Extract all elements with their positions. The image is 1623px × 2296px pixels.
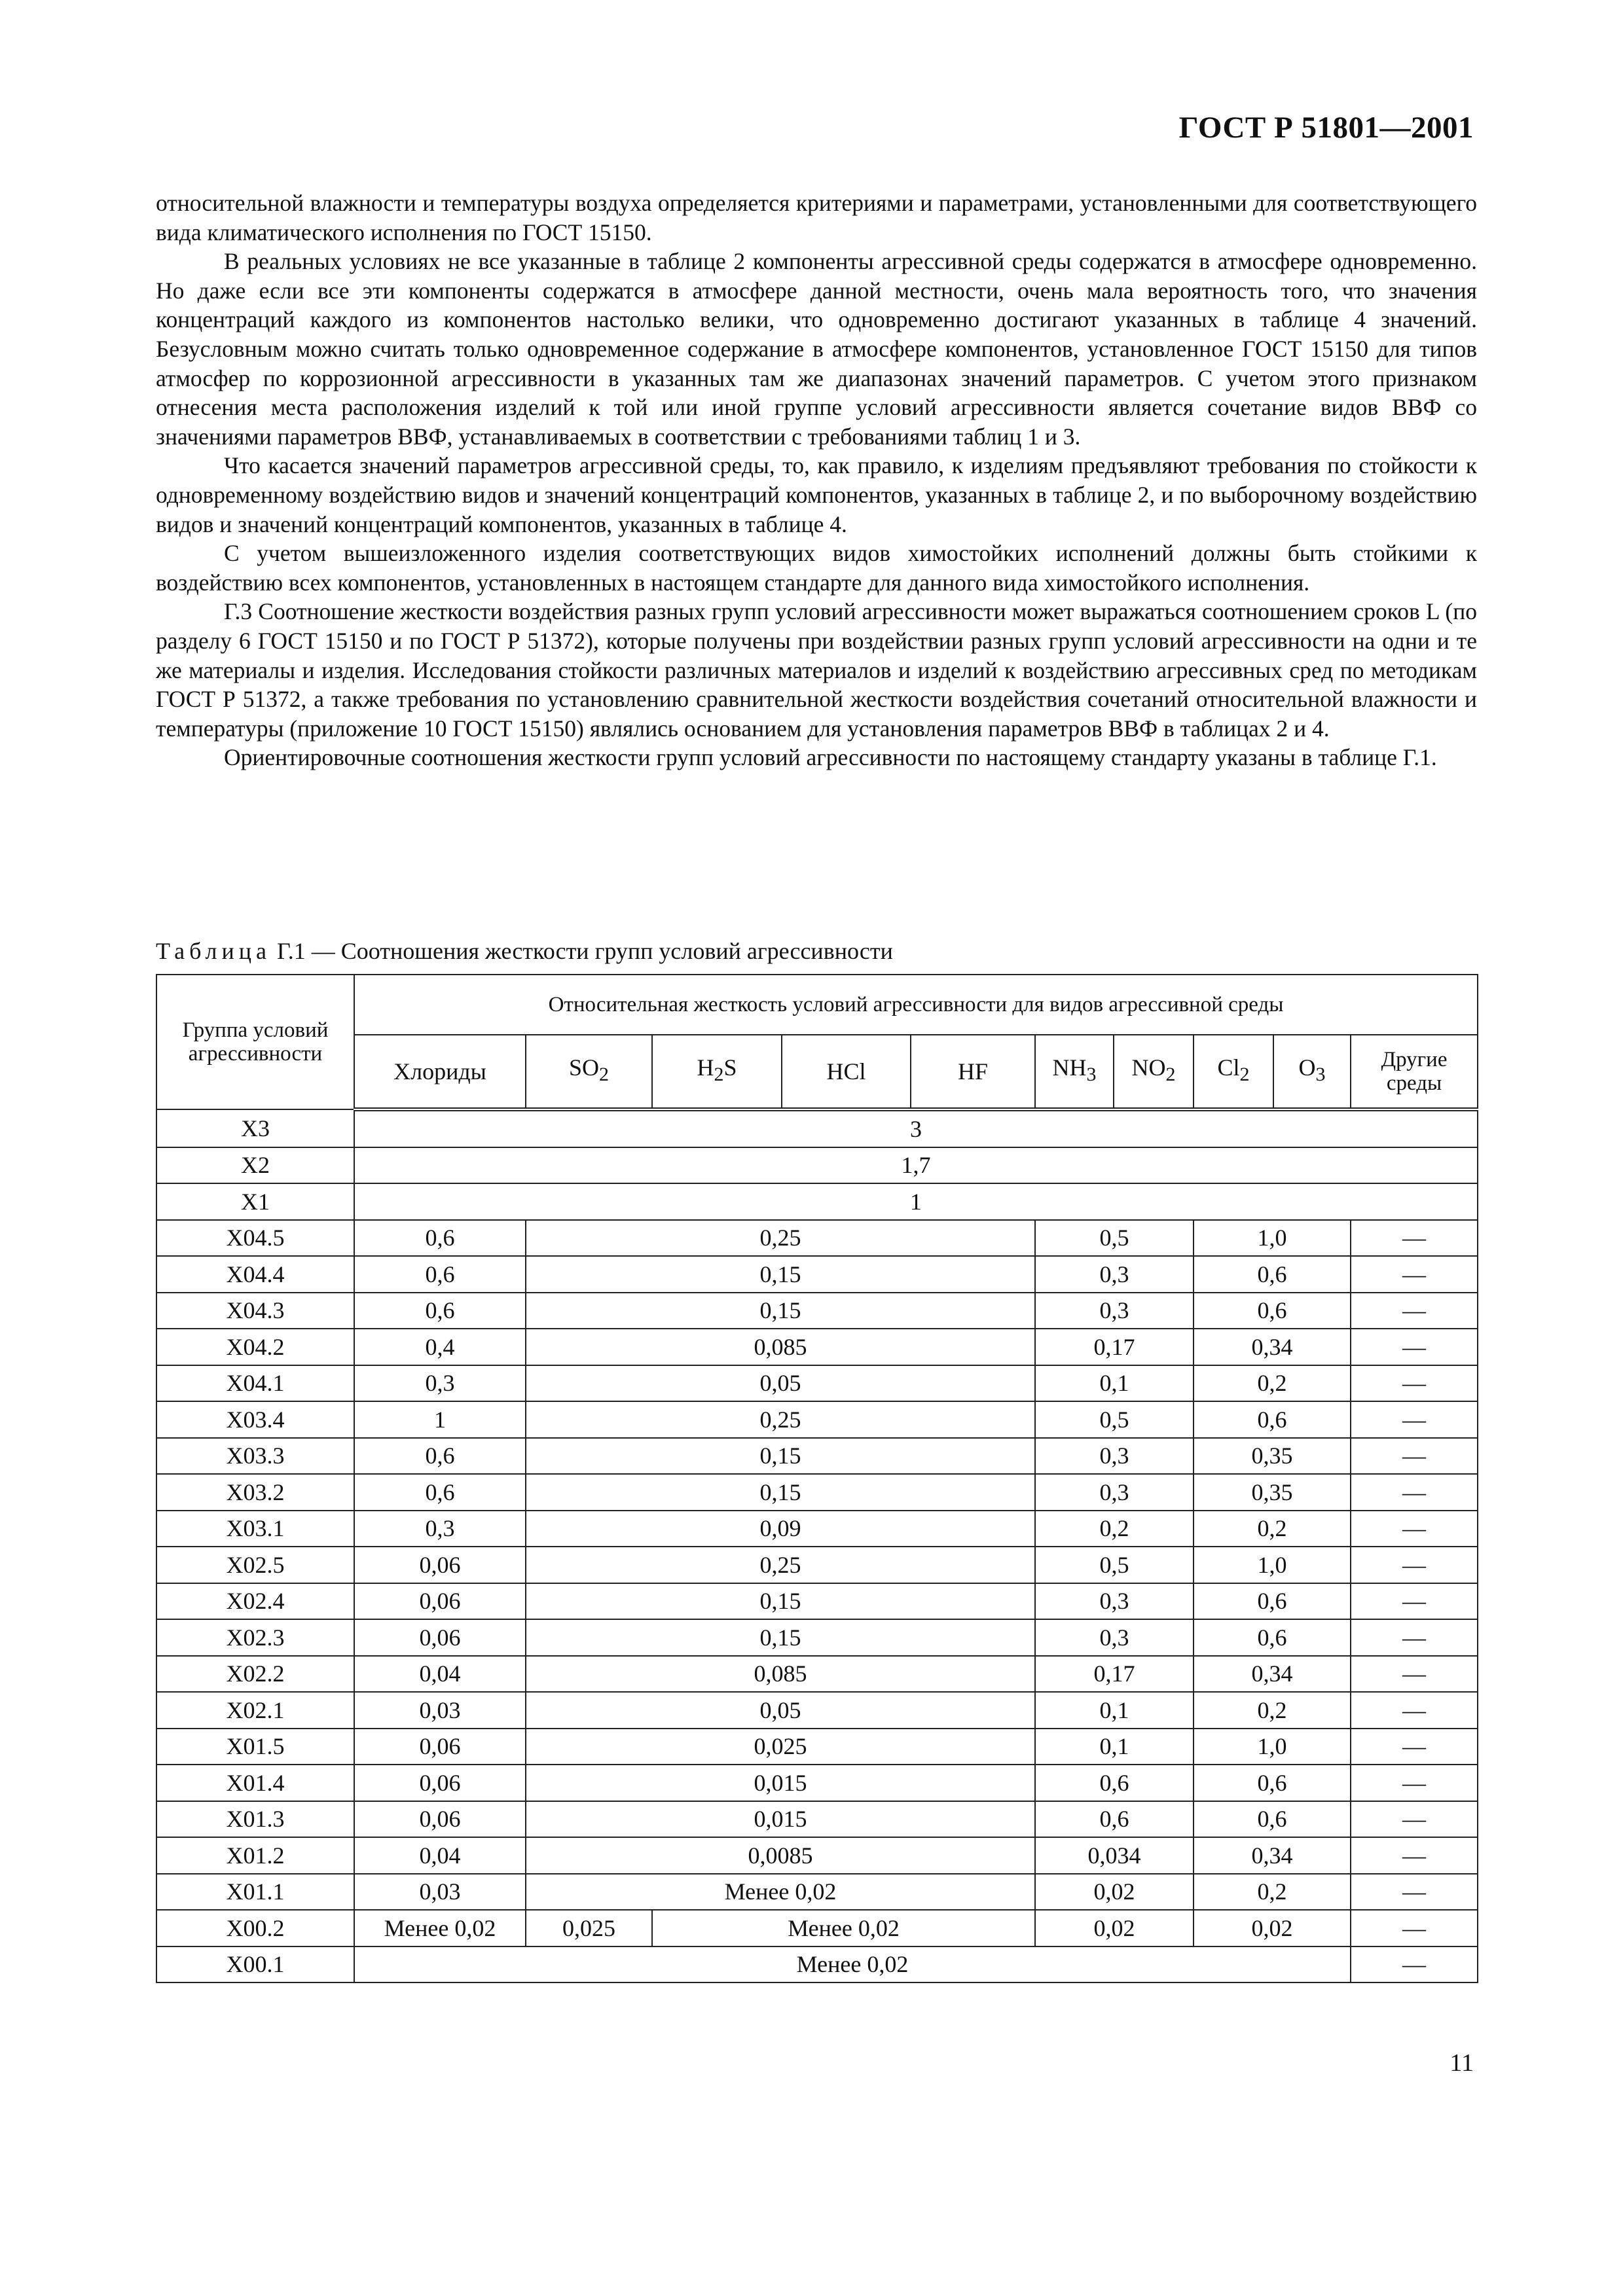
table-caption-title: Г.1 — Соотношения жесткости групп условий агрессивности (270, 938, 893, 964)
col-no2: $NO_2$ (1114, 1035, 1194, 1109)
cell-chlorides: 0,3 (354, 1511, 526, 1547)
cell-group: Х03.4 (156, 1401, 354, 1438)
table-row (156, 1692, 1478, 1729)
cell-cl2-o3: 0,6 (1194, 1256, 1351, 1293)
col-so2: $SO_2$ (526, 1035, 652, 1109)
cell-chlorides: 0,06 (354, 1801, 526, 1838)
cell-other: — (1351, 1365, 1478, 1402)
cell-group: Х03.3 (156, 1438, 354, 1475)
cell-so2-to-hf: 0,15 (526, 1619, 1035, 1656)
cell-group: Х01.2 (156, 1837, 354, 1874)
cell-other: — (1351, 1256, 1478, 1293)
cell-other: — (1351, 1874, 1478, 1910)
cell-cl2-o3: 0,2 (1194, 1365, 1351, 1402)
cell-group: Х04.2 (156, 1329, 354, 1365)
cell-group: Х03.2 (156, 1474, 354, 1511)
cell-nh3-no2: 0,6 (1035, 1801, 1194, 1838)
cell-chlorides: 0,6 (354, 1293, 526, 1329)
cell-h2s-hcl-hf: Менее 0,02 (652, 1910, 1035, 1946)
cell-nh3-no2: 0,5 (1035, 1401, 1194, 1438)
document-header: ГОСТ Р 51801—2001 (1178, 111, 1474, 145)
table-container (156, 974, 1477, 1983)
severity-table (156, 974, 1478, 1983)
table-row (156, 1401, 1478, 1438)
col-nh3: $NH_3$ (1035, 1035, 1114, 1109)
table-row (156, 1874, 1478, 1910)
table-row (156, 1619, 1478, 1656)
table-caption (156, 937, 893, 965)
cell-other: — (1351, 1511, 1478, 1547)
cell-cl2-o3: 0,6 (1194, 1765, 1351, 1801)
table-row (156, 1837, 1478, 1874)
cell-chlorides: 0,04 (354, 1837, 526, 1874)
cell-cl2-o3: 0,6 (1194, 1293, 1351, 1329)
table-row (156, 1438, 1478, 1475)
paragraph: С учетом вышеизложенного изделия соответствующих видов химостойких исполнений должны быть стойкими к воздействию всех компонентов, установленных в настоящем стандарте для данного вида химостойкого исполнения. (156, 540, 1477, 596)
cell-other: — (1351, 1438, 1478, 1475)
cell-chlorides: 0,04 (354, 1656, 526, 1693)
cell-cl2-o3: 1,0 (1194, 1220, 1351, 1257)
cell-cl2-o3: 0,6 (1194, 1619, 1351, 1656)
cell-other: — (1351, 1583, 1478, 1620)
cell-other: — (1351, 1910, 1478, 1946)
col-hf: HF (911, 1035, 1035, 1109)
cell-other: — (1351, 1401, 1478, 1438)
table-row (156, 1365, 1478, 1402)
table-row (156, 1293, 1478, 1329)
cell-other: — (1351, 1656, 1478, 1693)
cell-so2-to-hf: 0,15 (526, 1583, 1035, 1620)
cell-nh3-no2: 0,3 (1035, 1438, 1194, 1475)
cell-value: 3 (354, 1109, 1478, 1147)
cell-nh3-no2: 0,2 (1035, 1511, 1194, 1547)
cell-so2-to-hf: 0,09 (526, 1511, 1035, 1547)
cell-value: 1 (354, 1183, 1478, 1220)
cell-other: — (1351, 1329, 1478, 1365)
cell-other: — (1351, 1547, 1478, 1583)
cell-nh3-no2: 0,1 (1035, 1729, 1194, 1765)
paragraph: Что касается значений параметров агрессивной среды, то, как правило, к изделиям предъявляют требования по стойкости к одновременному воздействию видов и значений концентраций компонентов, указанных в таблице 2, и по выборочному воздействию видов и значений концентраций компонентов, указанных в таблице 4. (156, 452, 1477, 537)
cell-other: — (1351, 1765, 1478, 1801)
cell-so2-to-hf: 0,15 (526, 1256, 1035, 1293)
cell-group: Х00.2 (156, 1910, 354, 1946)
cell-so2-to-hf: 0,085 (526, 1329, 1035, 1365)
cell-other: — (1351, 1801, 1478, 1838)
cell-cl2-o3: 0,34 (1194, 1837, 1351, 1874)
cell-nh3-no2: 0,1 (1035, 1365, 1194, 1402)
cell-cl2-o3: 0,6 (1194, 1801, 1351, 1838)
cell-chlorides: 0,03 (354, 1874, 526, 1910)
cell-group: Х04.1 (156, 1365, 354, 1402)
cell-cl2-o3: 1,0 (1194, 1547, 1351, 1583)
cell-nh3-no2: 0,3 (1035, 1474, 1194, 1511)
cell-cl2-o3: 0,6 (1194, 1583, 1351, 1620)
cell-so2-to-hf: 0,025 (526, 1729, 1035, 1765)
cell-cl2-o3: 0,02 (1194, 1910, 1351, 1946)
cell-other: — (1351, 1220, 1478, 1257)
cell-chlorides: 0,03 (354, 1692, 526, 1729)
table-row (156, 1474, 1478, 1511)
col-hcl: HCl (782, 1035, 911, 1109)
cell-chlorides: 1 (354, 1401, 526, 1438)
header-relative-severity: Относительная жесткость условий агрессивности для видов агрессивной среды (354, 975, 1478, 1035)
table-row (156, 1547, 1478, 1583)
cell-other: — (1351, 1474, 1478, 1511)
col-chlorides: Хлориды (354, 1035, 526, 1109)
cell-cl2-o3: 0,2 (1194, 1874, 1351, 1910)
cell-nh3-no2: 0,6 (1035, 1765, 1194, 1801)
table-row (156, 1729, 1478, 1765)
cell-so2-to-hf: 0,0085 (526, 1837, 1035, 1874)
cell-other: — (1351, 1293, 1478, 1329)
cell-value: 1,7 (354, 1147, 1478, 1184)
cell-so2-to-hf: 0,015 (526, 1765, 1035, 1801)
col-h2s: $H_2S$ (652, 1035, 782, 1109)
table-row (156, 1220, 1478, 1257)
body-text (156, 188, 1477, 772)
cell-nh3-no2: 0,034 (1035, 1837, 1194, 1874)
cell-nh3-no2: 0,5 (1035, 1547, 1194, 1583)
cell-group: Х01.5 (156, 1729, 354, 1765)
cell-chlorides: Менее 0,02 (354, 1910, 526, 1946)
cell-chlorides: 0,06 (354, 1583, 526, 1620)
table-row (156, 1946, 1478, 1983)
cell-cl2-o3: 0,34 (1194, 1656, 1351, 1693)
cell-group: Х00.1 (156, 1946, 354, 1983)
cell-group: Х04.5 (156, 1220, 354, 1257)
cell-other: — (1351, 1692, 1478, 1729)
cell-other: — (1351, 1729, 1478, 1765)
cell-nh3-no2: 0,02 (1035, 1874, 1194, 1910)
cell-other: — (1351, 1837, 1478, 1874)
cell-cl2-o3: 0,35 (1194, 1438, 1351, 1475)
cell-chlorides: 0,3 (354, 1365, 526, 1402)
table-row (156, 1256, 1478, 1293)
cell-nh3-no2: 0,3 (1035, 1583, 1194, 1620)
cell-nh3-no2: 0,3 (1035, 1256, 1194, 1293)
table-row (156, 1183, 1478, 1220)
cell-nh3-no2: 0,17 (1035, 1656, 1194, 1693)
cell-group: Х2 (156, 1147, 354, 1184)
table-row (156, 1329, 1478, 1365)
table-row (156, 1765, 1478, 1801)
table-row (156, 1801, 1478, 1838)
cell-value: Менее 0,02 (354, 1946, 1351, 1983)
cell-chlorides: 0,6 (354, 1474, 526, 1511)
cell-group: Х02.1 (156, 1692, 354, 1729)
header-group: Группа условий агрессивности (156, 975, 354, 1109)
col-other: Другие среды (1351, 1035, 1478, 1109)
cell-group: Х02.5 (156, 1547, 354, 1583)
table-caption-label: Таблица (156, 938, 271, 964)
cell-chlorides: 0,06 (354, 1619, 526, 1656)
cell-chlorides: 0,06 (354, 1547, 526, 1583)
cell-chlorides: 0,6 (354, 1256, 526, 1293)
cell-cl2-o3: 0,6 (1194, 1401, 1351, 1438)
cell-nh3-no2: 0,3 (1035, 1293, 1194, 1329)
cell-group: Х02.3 (156, 1619, 354, 1656)
cell-group: Х1 (156, 1183, 354, 1220)
cell-group: Х04.4 (156, 1256, 354, 1293)
cell-so2-to-hf: 0,05 (526, 1692, 1035, 1729)
cell-group: Х3 (156, 1109, 354, 1147)
cell-nh3-no2: 0,1 (1035, 1692, 1194, 1729)
cell-nh3-no2: 0,3 (1035, 1619, 1194, 1656)
cell-chlorides: 0,6 (354, 1220, 526, 1257)
table-row (156, 1656, 1478, 1693)
page-number: 11 (1450, 2049, 1474, 2077)
paragraph: относительной влажности и температуры воздуха определяется критериями и параметрами, установленными для соответствующего вида климатического исполнения по ГОСТ 15150. (156, 190, 1477, 245)
cell-nh3-no2: 0,02 (1035, 1910, 1194, 1946)
cell-group: Х04.3 (156, 1293, 354, 1329)
col-o3: $O_3$ (1273, 1035, 1351, 1109)
cell-chlorides: 0,06 (354, 1765, 526, 1801)
cell-so2-to-hf: 0,25 (526, 1220, 1035, 1257)
cell-cl2-o3: 0,35 (1194, 1474, 1351, 1511)
cell-so2-to-hf: 0,25 (526, 1547, 1035, 1583)
cell-group: Х01.4 (156, 1765, 354, 1801)
cell-chlorides: 0,6 (354, 1438, 526, 1475)
table-row (156, 1583, 1478, 1620)
paragraph: Г.3 Соотношение жесткости воздействия разных групп условий агрессивности может выражаться соотношением сроков L (по разделу 6 ГОСТ 15150 и по ГОСТ Р 51372), которые получены при воздействии разных групп условий агрессивности на одни и те же материалы и изделия. Исследования стойкости различных материалов и изделий к воздействию агрессивных сред по методикам ГОСТ Р 51372, а также требования по установлению сравнительной жесткости воздействия сочетаний относительной влажности и температуры (приложение 10 ГОСТ 15150) являлись основанием для установления параметров ВВФ в таблицах 2 и 4. (156, 598, 1477, 742)
table-row (156, 1511, 1478, 1547)
cell-group: Х02.2 (156, 1656, 354, 1693)
cell-cl2-o3: 0,34 (1194, 1329, 1351, 1365)
cell-so2-to-hf: 0,05 (526, 1365, 1035, 1402)
cell-so2-to-hf: 0,015 (526, 1801, 1035, 1838)
cell-cl2-o3: 0,2 (1194, 1692, 1351, 1729)
cell-so2-to-hf: 0,15 (526, 1438, 1035, 1475)
cell-other: — (1351, 1619, 1478, 1656)
cell-other: — (1351, 1946, 1478, 1983)
cell-group: Х03.1 (156, 1511, 354, 1547)
cell-cl2-o3: 1,0 (1194, 1729, 1351, 1765)
col-cl2: $Cl_2$ (1194, 1035, 1273, 1109)
cell-so2-to-hf: Менее 0,02 (526, 1874, 1035, 1910)
table-row (156, 1147, 1478, 1184)
cell-group: Х02.4 (156, 1583, 354, 1620)
cell-so2: 0,025 (526, 1910, 652, 1946)
cell-group: Х01.3 (156, 1801, 354, 1838)
cell-group: Х01.1 (156, 1874, 354, 1910)
cell-chlorides: 0,06 (354, 1729, 526, 1765)
table-row (156, 1109, 1478, 1147)
paragraph: В реальных условиях не все указанные в таблице 2 компоненты агрессивной среды содержатся в атмосфере одновременно. Но даже если все эти компоненты содержатся в атмосфере данной местности, очень мала вероятность того, что значения концентраций каждого из компонентов настолько велики, что одновременно достигают указанных в таблице 4 значений. Безусловным можно считать только одновременное содержание в атмосфере компонентов, установленное ГОСТ 15150 для типов атмосфер по коррозионной агрессивности в указанных там же диапазонах значений параметров. С учетом этого признаком отнесения места расположения изделий к той или иной группе условий агрессивности является сочетание видов ВВФ со значениями параметров ВВФ, устанавливаемых в соответствии с требованиями таблиц 1 и 3. (156, 248, 1477, 450)
cell-so2-to-hf: 0,085 (526, 1656, 1035, 1693)
cell-cl2-o3: 0,2 (1194, 1511, 1351, 1547)
cell-so2-to-hf: 0,25 (526, 1401, 1035, 1438)
table-row (156, 1910, 1478, 1946)
cell-nh3-no2: 0,5 (1035, 1220, 1194, 1257)
cell-chlorides: 0,4 (354, 1329, 526, 1365)
paragraph: Ориентировочные соотношения жесткости групп условий агрессивности по настоящему стандарту указаны в таблице Г.1. (224, 744, 1437, 771)
cell-so2-to-hf: 0,15 (526, 1474, 1035, 1511)
cell-nh3-no2: 0,17 (1035, 1329, 1194, 1365)
cell-so2-to-hf: 0,15 (526, 1293, 1035, 1329)
